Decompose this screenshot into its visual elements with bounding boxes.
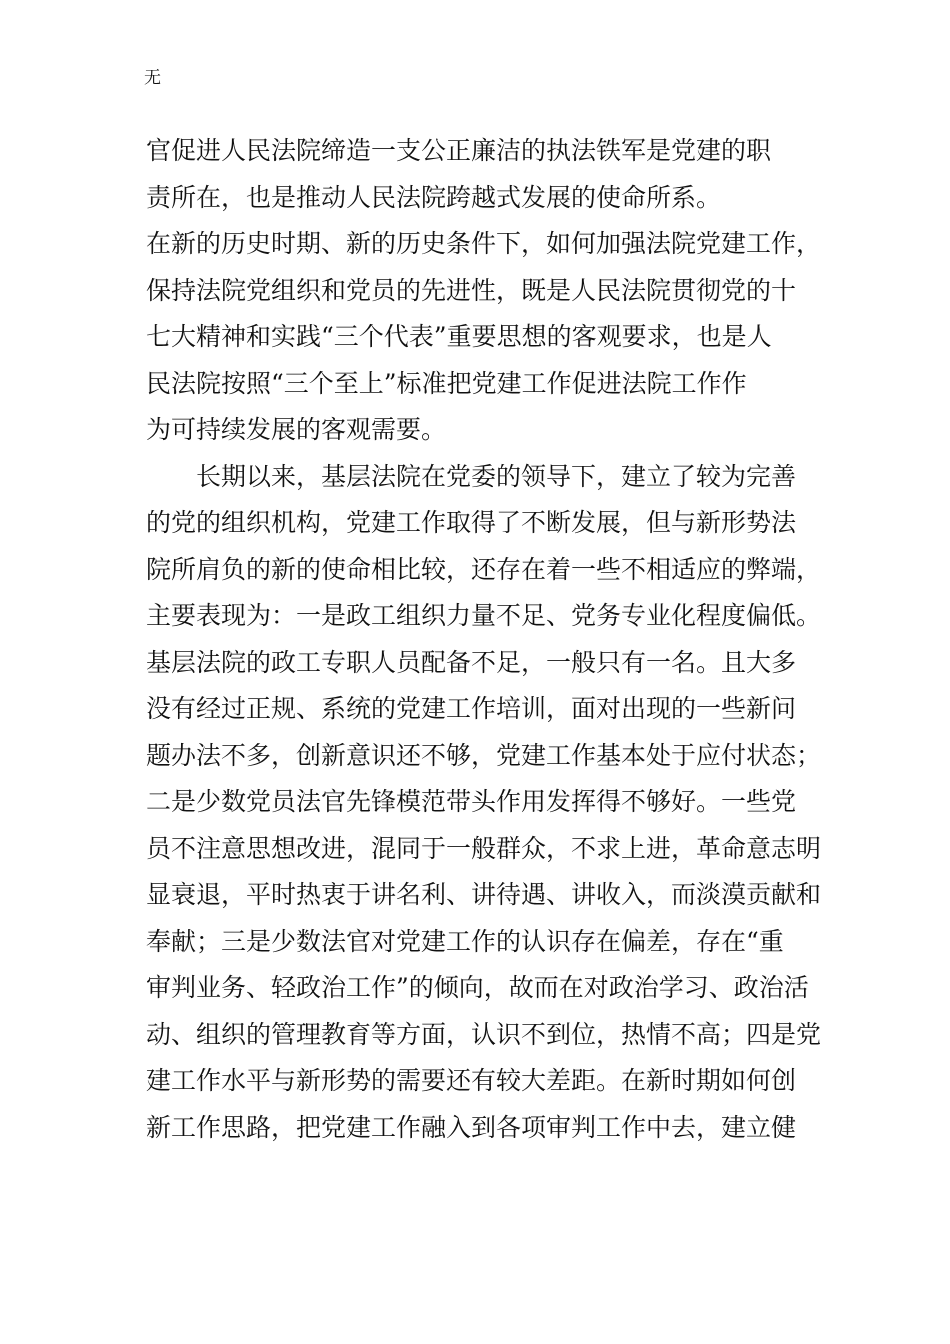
text-line: 民法院按照“三个至上”标准把党建工作促进法院工作作 [146, 368, 747, 398]
text-line: 的党的组织机构，党建工作取得了不断发展，但与新形势法 [146, 508, 797, 537]
text-line: 为可持续发展的客观需要。 [146, 415, 447, 444]
text-line: 主要表现为：一是政工组织力量不足、党务专业化程度偏低。 [146, 601, 822, 630]
text-line: 建工作水平与新形势的需要还有较大差距。在新时期如何创 [146, 1066, 797, 1095]
text-line: 新工作思路，把党建工作融入到各项审判工作中去，建立健 [146, 1112, 797, 1142]
page-header: 无 [144, 68, 161, 88]
text-line: 责所在，也是推动人民法院跨越式发展的使命所系。 [146, 182, 722, 212]
text-line: 长期以来，基层法院在党委的领导下，建立了较为完善 [146, 461, 797, 491]
text-line: 没有经过正规、系统的党建工作培训，面对出现的一些新问 [146, 694, 797, 723]
text-line: 在新的历史时期、新的历史条件下，如何加强法院党建工作， [146, 229, 822, 258]
text-line: 保持法院党组织和党员的先进性，既是人民法院贯彻党的十 [146, 275, 797, 305]
text-line: 院所肩负的新的使命相比较，还存在着一些不相适应的弊端， [146, 554, 822, 584]
text-line: 动、组织的管理教育等方面，认识不到位，热情不高；四是党 [146, 1019, 822, 1049]
text-line: 奉献；三是少数法官对党建工作的认识存在偏差，存在“重 [146, 926, 784, 956]
text-line: 审判业务、轻政治工作”的倾向，故而在对政治学习、政治活 [146, 973, 809, 1002]
text-line: 七大精神和实践“三个代表”重要思想的客观要求，也是人 [146, 322, 772, 351]
text-line: 基层法院的政工专职人员配备不足，一般只有一名。且大多 [146, 647, 797, 677]
text-line: 显衰退，平时热衷于讲名利、讲待遇、讲收入，而淡漠贡献和 [146, 880, 822, 909]
document-body [146, 128, 822, 1151]
text-line: 题办法不多，创新意识还不够，党建工作基本处于应付状态； [146, 740, 822, 770]
text-line: 二是少数党员法官先锋模范带头作用发挥得不够好。一些党 [146, 787, 797, 816]
text-line: 官促进人民法院缔造一支公正廉洁的执法铁军是党建的职 [146, 136, 772, 165]
text-line: 员不注意思想改进，混同于一般群众，不求上进，革命意志明 [146, 833, 822, 863]
